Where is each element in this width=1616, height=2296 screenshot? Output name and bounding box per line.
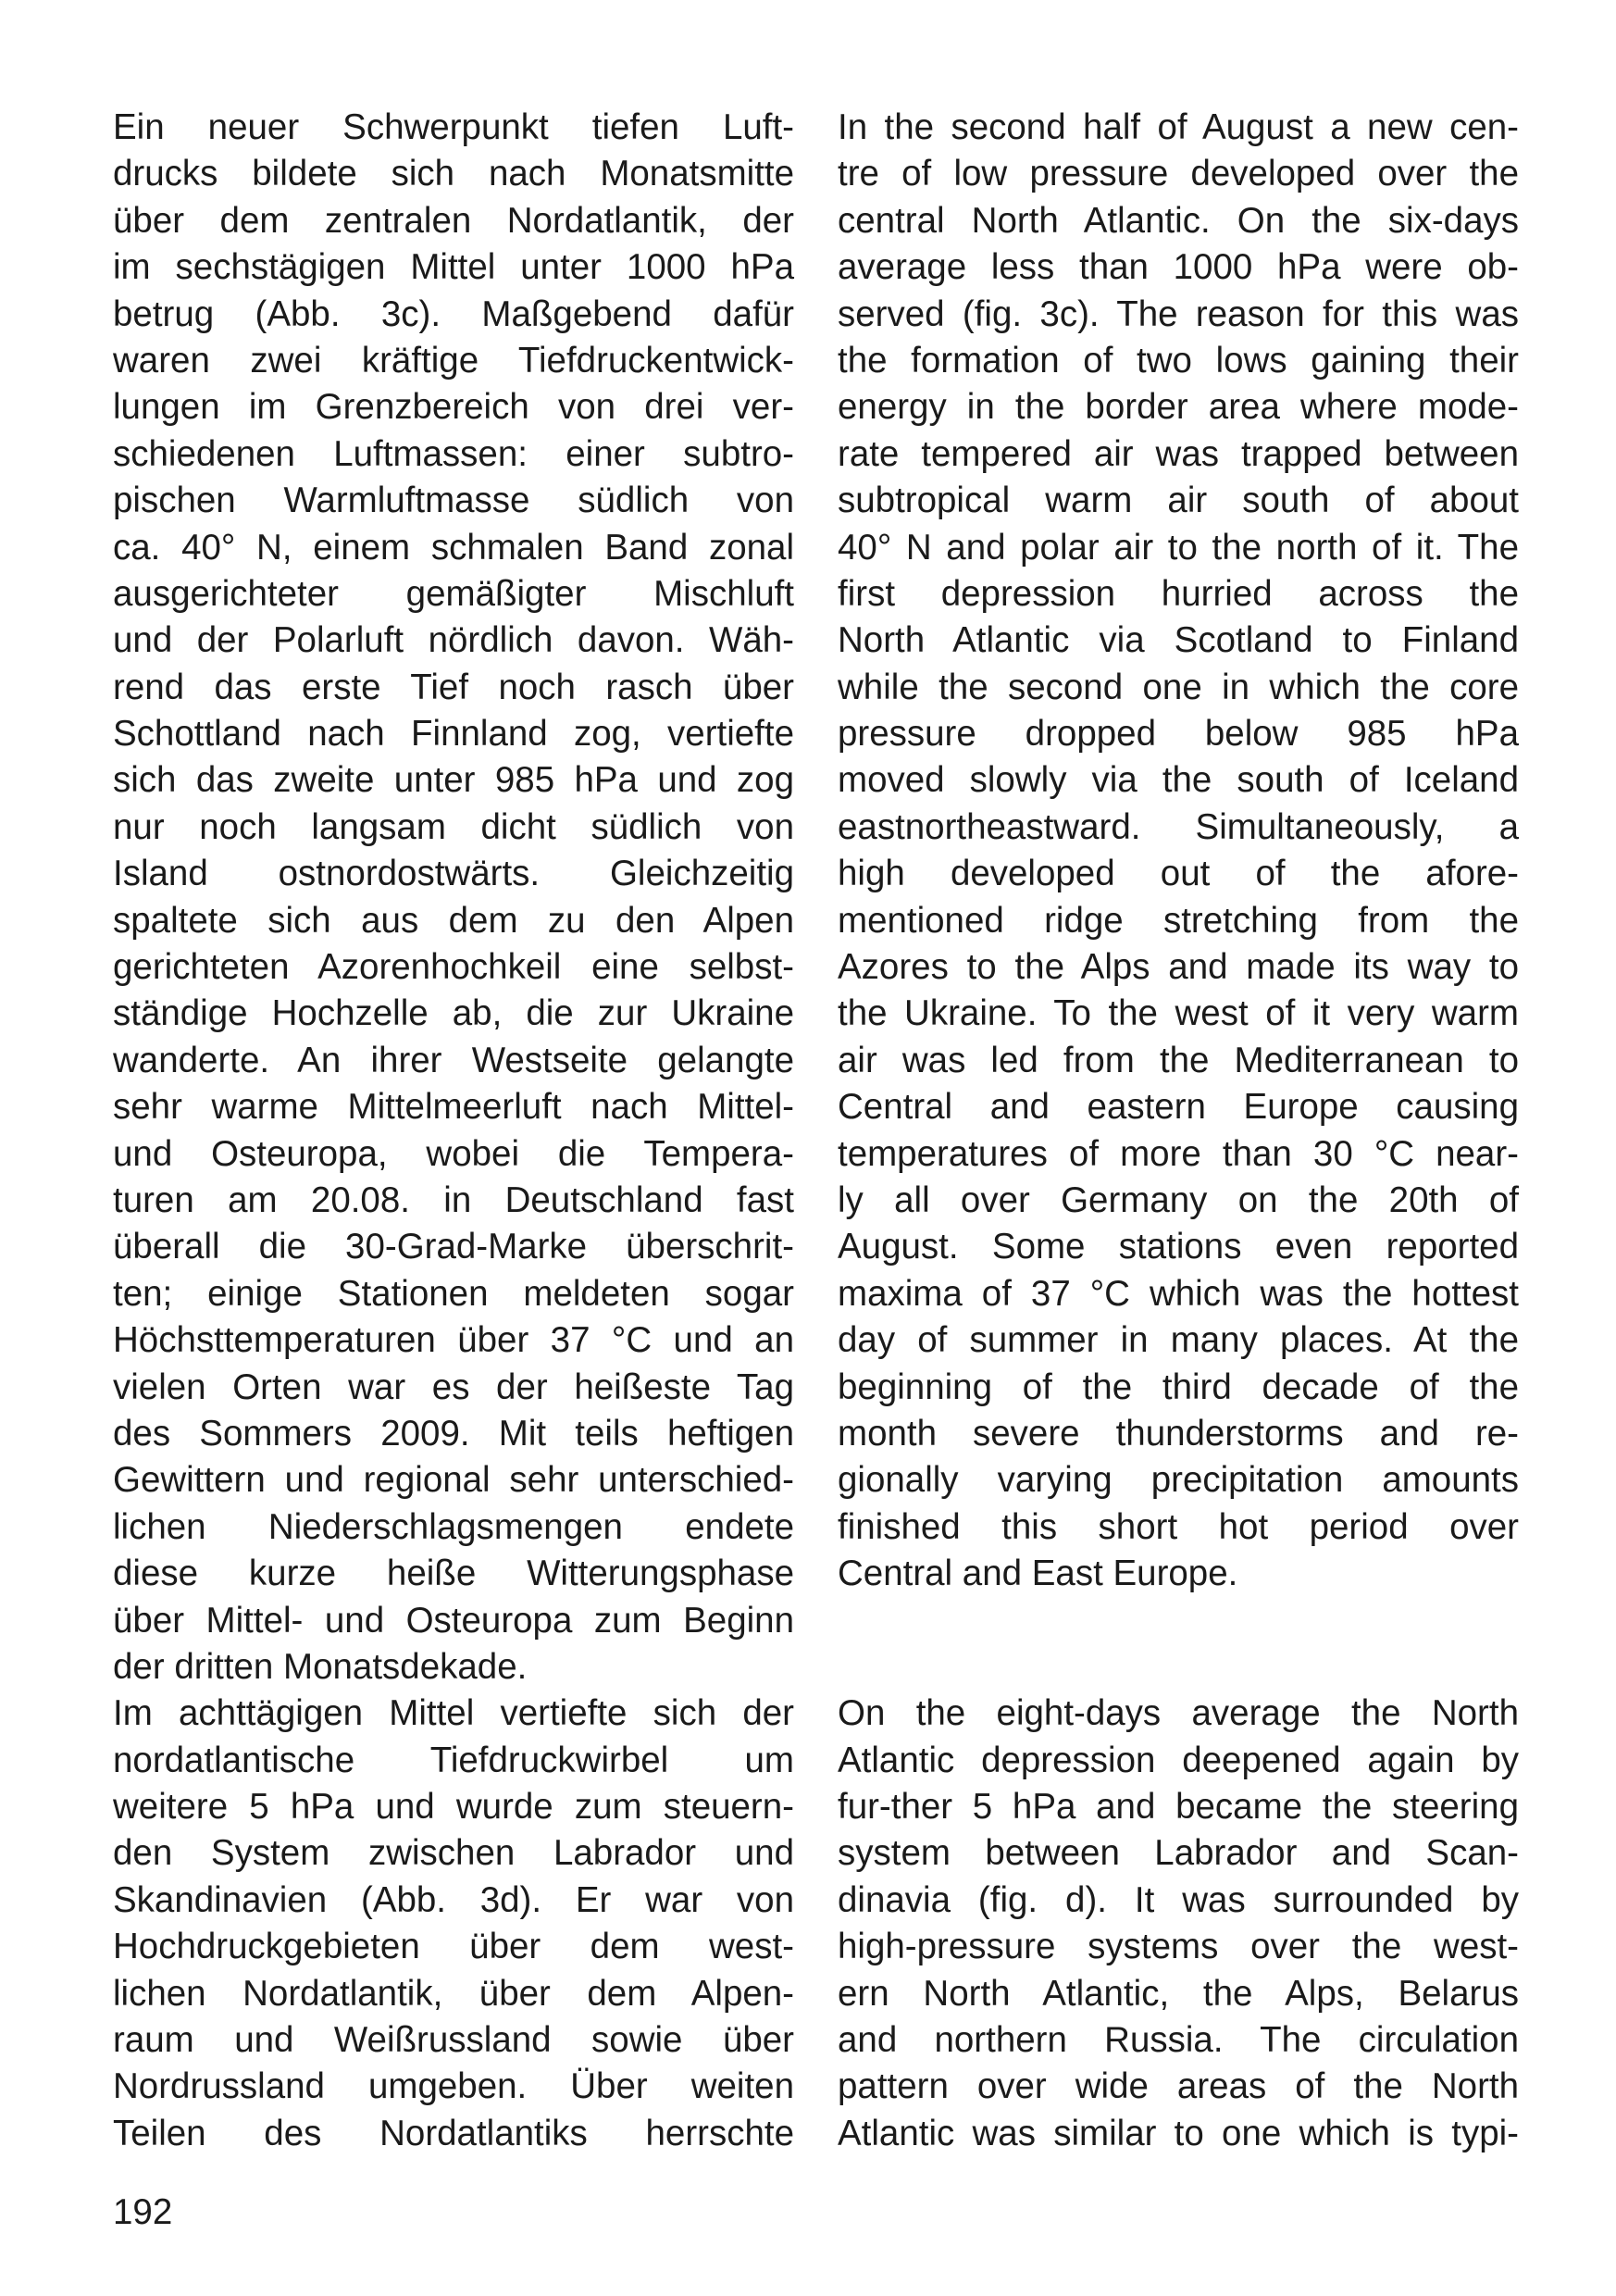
- text-line: and northern Russia. The circulation: [838, 2020, 1519, 2061]
- text-line: den System zwischen Labrador und: [113, 1833, 794, 1874]
- text-line: lungen im Grenzbereich von drei ver-: [113, 387, 794, 428]
- text-line: the Ukraine. To the west of it very warm: [838, 993, 1519, 1034]
- right-paragraph-1: [838, 105, 1519, 1598]
- text-line: rend das erste Tief noch rasch über: [113, 667, 794, 707]
- text-line: drucks bildete sich nach Monatsmitte: [113, 154, 794, 194]
- text-line: pattern over wide areas of the North: [838, 2066, 1519, 2107]
- text-line: beginning of the third decade of the: [838, 1366, 1519, 1407]
- text-line: weitere 5 hPa und wurde zum steuern-: [113, 1787, 794, 1828]
- text-line: On the eight-days average the North: [838, 1693, 1519, 1734]
- text-line: Atlantic depression deepened again by: [838, 1740, 1519, 1780]
- text-line: über Mittel- und Osteuropa zum Beginn: [113, 1600, 794, 1641]
- text-line: nur noch langsam dicht südlich von: [113, 806, 794, 847]
- text-line: first depression hurried across the: [838, 573, 1519, 614]
- left-paragraph-1: [113, 105, 794, 1691]
- text-line: sich das zweite unter 985 hPa und zog: [113, 760, 794, 801]
- text-line: nordatlantische Tiefdruckwirbel um: [113, 1740, 794, 1780]
- text-line: system between Labrador and Scan-: [838, 1833, 1519, 1874]
- text-line: energy in the border area where mode-: [838, 387, 1519, 428]
- left-column-german: [113, 105, 794, 2157]
- text-line: subtropical warm air south of about: [838, 480, 1519, 521]
- text-line: North Atlantic via Scotland to Finland: [838, 620, 1519, 661]
- text-line: Azores to the Alps and made its way to: [838, 947, 1519, 988]
- text-line: August. Some stations even reported: [838, 1227, 1519, 1267]
- text-line: Central and East Europe.: [838, 1554, 1238, 1594]
- text-line: finished this short hot period over: [838, 1506, 1519, 1547]
- text-line: pressure dropped below 985 hPa: [838, 714, 1519, 755]
- text-line: ca. 40° N, einem schmalen Band zonal: [113, 527, 794, 568]
- text-line: Höchsttemperaturen über 37 °C und an: [113, 1320, 794, 1361]
- text-line: Ein neuer Schwerpunkt tiefen Luft-: [113, 107, 794, 147]
- text-line: überall die 30-Grad-Marke überschrit-: [113, 1227, 794, 1267]
- text-line: rate tempered air was trapped between: [838, 433, 1519, 474]
- text-line: Hochdruckgebieten über dem west-: [113, 1927, 794, 1967]
- text-line: und der Polarluft nördlich davon. Wäh-: [113, 620, 794, 661]
- text-line: high developed out of the afore-: [838, 854, 1519, 894]
- paragraph-gap: [838, 1644, 1519, 1691]
- text-line: lichen Niederschlagsmengen endete: [113, 1506, 794, 1547]
- text-line: air was led from the Mediterranean to: [838, 1040, 1519, 1080]
- text-line: spaltete sich aus dem zu den Alpen: [113, 900, 794, 941]
- right-column-english: [838, 105, 1519, 2157]
- text-line: betrug (Abb. 3c). Maßgebend dafür: [113, 293, 794, 334]
- text-line: moved slowly via the south of Iceland: [838, 760, 1519, 801]
- text-line: day of summer in many places. At the: [838, 1320, 1519, 1361]
- text-line: ten; einige Stationen meldeten sogar: [113, 1273, 794, 1314]
- text-line: schiedenen Luftmassen: einer subtro-: [113, 433, 794, 474]
- text-line: vielen Orten war es der heißeste Tag: [113, 1366, 794, 1407]
- text-line: des Sommers 2009. Mit teils heftigen: [113, 1413, 794, 1454]
- text-line: gerichteten Azorenhochkeil eine selbst-: [113, 947, 794, 988]
- text-line: wanderte. An ihrer Westseite gelangte: [113, 1040, 794, 1080]
- text-line: eastnortheastward. Simultaneously, a: [838, 806, 1519, 847]
- text-line: Im achttägigen Mittel vertiefte sich der: [113, 1693, 794, 1734]
- text-line: average less than 1000 hPa were ob-: [838, 247, 1519, 288]
- text-line: sehr warme Mittelmeerluft nach Mittel-: [113, 1087, 794, 1128]
- text-line: waren zwei kräftige Tiefdruckentwick-: [113, 340, 794, 381]
- text-line: Schottland nach Finnland zog, vertiefte: [113, 714, 794, 755]
- text-line: lichen Nordatlantik, über dem Alpen-: [113, 1973, 794, 2014]
- text-line: fur-ther 5 hPa and became the steering: [838, 1787, 1519, 1828]
- text-line: turen am 20.08. in Deutschland fast: [113, 1179, 794, 1220]
- text-line: im sechstägigen Mittel unter 1000 hPa: [113, 247, 794, 288]
- text-line: diese kurze heiße Witterungsphase: [113, 1554, 794, 1594]
- text-line: Nordrussland umgeben. Über weiten: [113, 2066, 794, 2107]
- text-line: ständige Hochzelle ab, die zur Ukraine: [113, 993, 794, 1034]
- text-line: maxima of 37 °C which was the hottest: [838, 1273, 1519, 1314]
- text-line: Atlantic was similar to one which is typi-: [838, 2113, 1519, 2153]
- text-line: dinavia (fig. d). It was surrounded by: [838, 1879, 1519, 1920]
- page-number: 192: [113, 2192, 173, 2232]
- text-line: temperatures of more than 30 °C near-: [838, 1133, 1519, 1174]
- paragraph-gap: [838, 1598, 1519, 1644]
- text-line: served (fig. 3c). The reason for this was: [838, 293, 1519, 334]
- text-line: ern North Atlantic, the Alps, Belarus: [838, 1973, 1519, 2014]
- text-line: über dem zentralen Nordatlantik, der: [113, 200, 794, 241]
- text-line: month severe thunderstorms and re-: [838, 1413, 1519, 1454]
- text-line: central North Atlantic. On the six-days: [838, 200, 1519, 241]
- text-line: ly all over Germany on the 20th of: [838, 1179, 1519, 1220]
- left-paragraph-2: [113, 1691, 794, 2157]
- text-line: while the second one in which the core: [838, 667, 1519, 707]
- text-line: Central and eastern Europe causing: [838, 1087, 1519, 1128]
- right-paragraph-2: [838, 1691, 1519, 2157]
- text-line: 40° N and polar air to the north of it. The: [838, 527, 1519, 568]
- text-line: und Osteuropa, wobei die Tempera-: [113, 1133, 794, 1174]
- text-line: pischen Warmluftmasse südlich von: [113, 480, 794, 521]
- text-line: Teilen des Nordatlantiks herrschte: [113, 2113, 794, 2153]
- text-line: Skandinavien (Abb. 3d). Er war von: [113, 1879, 794, 1920]
- text-line: In the second half of August a new cen-: [838, 107, 1519, 147]
- text-line: mentioned ridge stretching from the: [838, 900, 1519, 941]
- text-line: Island ostnordostwärts. Gleichzeitig: [113, 854, 794, 894]
- text-line: the formation of two lows gaining their: [838, 340, 1519, 381]
- text-line: ausgerichteter gemäßigter Mischluft: [113, 573, 794, 614]
- text-line: high-pressure systems over the west-: [838, 1927, 1519, 1967]
- text-line: gionally varying precipitation amounts: [838, 1460, 1519, 1501]
- text-line: tre of low pressure developed over the: [838, 154, 1519, 194]
- text-line: Gewittern und regional sehr unterschied-: [113, 1460, 794, 1501]
- text-line: raum und Weißrussland sowie über: [113, 2020, 794, 2061]
- text-line: der dritten Monatsdekade.: [113, 1646, 528, 1687]
